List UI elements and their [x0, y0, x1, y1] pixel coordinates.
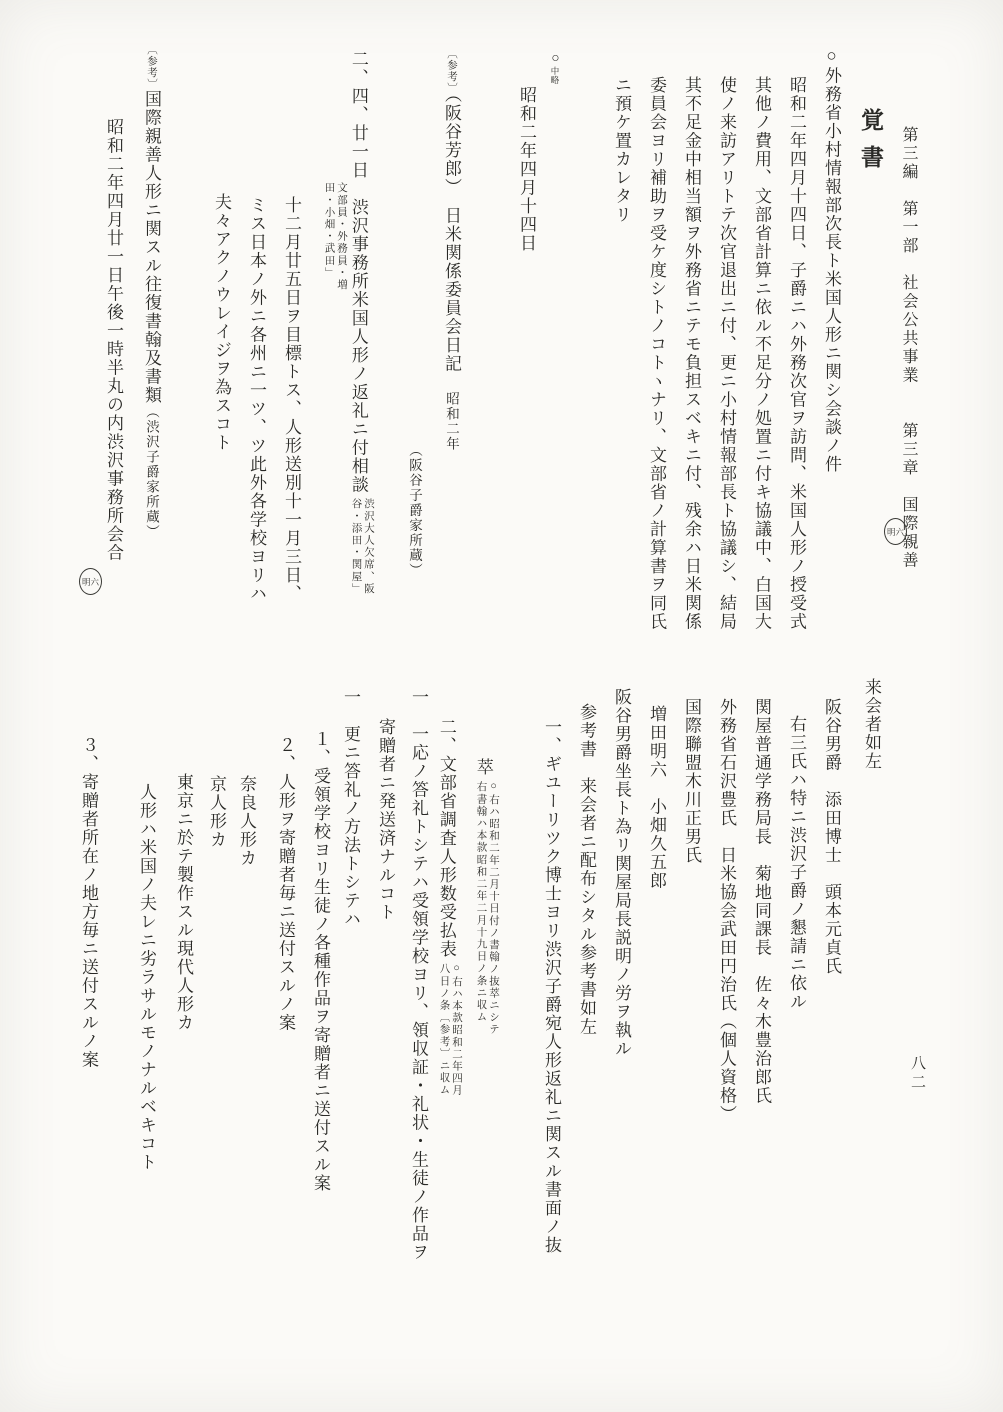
- meiroku-seal-stamp: 明六: [884, 518, 907, 545]
- text-run: 増田明六 小畑久五郎: [647, 705, 666, 890]
- attendee-line: [822, 698, 840, 976]
- text-run: 其他ノ費用、文部省計算ニ依ル不足分ノ処置ニ付キ協議中、白国大: [752, 76, 771, 631]
- text-run: 〔参考〕: [446, 48, 457, 94]
- body-line: [577, 703, 595, 1036]
- list-item: [311, 730, 329, 1193]
- inline-split-note: 渋沢大人欠席、阪 谷・添田・関屋」: [350, 498, 374, 595]
- list-item: [409, 688, 427, 1262]
- text-run: 使ノ来訪アリトテ次官退出ニ付、更ニ小村情報部長ト協議シ、結局: [717, 76, 736, 631]
- text-run: 一 更ニ答礼ノ方法トシテハ: [341, 688, 360, 929]
- body-line: [787, 715, 805, 1011]
- text-run: 二、四、廿一日 渋沢事務所米国人形ノ返礼ニ付相談: [348, 50, 368, 494]
- text-run: 昭和二年四月十四日: [517, 86, 536, 253]
- reference-title: [442, 48, 460, 452]
- source-note: [406, 443, 423, 578]
- text-run: ニ預ケ置カレタリ: [612, 76, 631, 224]
- text-run: 夫々アクノウレイジヲ為スコト: [212, 193, 231, 452]
- body-line: [647, 76, 665, 631]
- text-run: 昭和二年四月十四日、子爵ニハ外務次官ヲ訪問、米国人形ノ授受式: [787, 76, 806, 631]
- text-run: 昭和二年四月廿一日午後一時半丸の内渋沢事務所会合: [104, 118, 123, 562]
- text-run: 右三氏ハ特ニ渋沢子爵ノ懇請ニ依ル: [787, 715, 806, 1011]
- option-line: [174, 773, 192, 1032]
- text-run: 参考書 来会者ニ配布シタル参考書如左: [577, 703, 596, 1036]
- body-line: [212, 193, 230, 452]
- text-run: 京人形カ: [207, 775, 226, 849]
- reference-title: [142, 44, 160, 540]
- text-run: 来会者如左: [862, 678, 881, 771]
- text-run: 人形ハ米国ノ夫レニ劣ラサルモノナルベキコト: [137, 783, 156, 1172]
- inline-split-note: ○右ハ本款昭和二年四月 八日ノ条〔参考〕ニ収ム: [438, 962, 462, 1097]
- option-line: [237, 775, 255, 868]
- body-line: [282, 196, 300, 603]
- text-run: ３、寄贈者所在ノ地方毎ニ送付スルノ案: [79, 736, 98, 1069]
- text-run: 国際親善人形ニ関スル往復書翰及書類: [142, 90, 161, 405]
- list-item: [341, 688, 359, 929]
- entry-title: [822, 46, 840, 474]
- list-item: [542, 718, 560, 1255]
- text-run: 阪谷男爵坐長ト為リ関屋局長説明ノ労ヲ執ル: [612, 688, 631, 1058]
- text-run: ミス日本ノ外ニ各州ニ一ツ、ツ此外各学校ヨリハ: [247, 196, 266, 603]
- text-run: 外務省石沢豊氏 日米協会武田円治氏（個人資格）: [717, 698, 736, 1124]
- text-run: ○: [548, 50, 563, 67]
- text-run: 一、ギユーリツク博士ヨリ渋沢子爵宛人形返礼ニ関スル書面ノ抜: [542, 718, 561, 1255]
- text-run: （阪谷芳郎） 日米関係委員会日記: [442, 94, 461, 373]
- text-run: 寄贈者ニ発送済ナルコト: [376, 718, 395, 922]
- list-item: [436, 718, 462, 1098]
- text-run: 昭和二年: [444, 391, 459, 452]
- text-run: （渋沢子爵家所蔵）: [144, 404, 159, 540]
- list-item-continued: [473, 758, 499, 1037]
- text-run: 其不足金中相当額ヲ外務省ニテモ負担スベキニ付、残余ハ日米関係: [682, 76, 701, 631]
- text-run: １、受領学校ヨリ生徒ノ各種作品ヲ寄贈者ニ送付スル案: [311, 730, 330, 1193]
- option-line: [207, 775, 225, 849]
- text-run: 第三編 第一部 社会公共事業 第三章 国際親善: [900, 126, 917, 570]
- diary-entry: [348, 50, 374, 597]
- meiroku-seal-stamp: 明六: [79, 568, 102, 595]
- text-run: 阪谷男爵 添田博士 頭本元貞氏: [822, 698, 841, 976]
- text-run: 二、文部省調査人形数受払表: [436, 718, 456, 959]
- text-run: 東京ニ於テ製作スル現代人形カ: [174, 773, 193, 1032]
- list-item: [276, 736, 294, 1032]
- text-run: 国際聯盟木川正男氏: [682, 698, 701, 865]
- body-line: [612, 688, 630, 1058]
- body-line: [137, 783, 155, 1172]
- date-line: [104, 118, 122, 562]
- omission-mark: [547, 50, 564, 85]
- inline-split-note: 文部員・外務員・増 田・小畑・武田」: [323, 182, 347, 291]
- text-run: 中略: [550, 66, 560, 85]
- attendee-line: [682, 698, 700, 865]
- body-line: [862, 678, 880, 771]
- attendee-line: [647, 705, 665, 890]
- text-run: 一 一応ノ答礼トシテハ受領学校ヨリ、領収証・礼状・生徒ノ作品ヲ: [409, 688, 428, 1262]
- attendee-line: [752, 698, 770, 1105]
- text-run: 奈良人形カ: [237, 775, 256, 868]
- text-run: （阪谷子爵家所蔵）: [407, 443, 422, 578]
- chapter-heading: [900, 126, 917, 570]
- list-item: [79, 736, 97, 1069]
- text-run: 十二月廿五日ヲ目標トス、人形送別十一月三日、: [282, 196, 301, 603]
- attendee-note: [322, 178, 347, 293]
- body-line: [376, 718, 394, 922]
- body-line: [787, 76, 805, 631]
- body-line: [247, 196, 265, 603]
- body-line: [717, 76, 735, 631]
- text-run: 委員会ヨリ補助ヲ受ケ度シトノコトヽナリ、文部省ノ計算書ヲ同氏: [647, 76, 666, 631]
- body-line: [752, 76, 770, 631]
- text-run: ○外務省小村情報部次長ト米国人形ニ関シ会談ノ件: [822, 46, 841, 474]
- text-run: 関屋普通学務局長 菊地同課長 佐々木豊治郎氏: [752, 698, 771, 1105]
- text-run: 〔参考〕: [146, 44, 157, 90]
- date-line: [517, 86, 535, 253]
- attendee-line: [717, 698, 735, 1124]
- body-line: [612, 76, 630, 224]
- text-run: [442, 373, 461, 392]
- body-line: [682, 76, 700, 631]
- memo-title: [857, 108, 882, 182]
- text-run: 覚書: [858, 108, 883, 182]
- text-run: ２、人形ヲ寄贈者毎ニ送付スルノ案: [276, 736, 295, 1032]
- inline-split-note: ○右ハ昭和二年二月十日付ノ書翰ノ抜萃ニシテ 右書翰ハ本款昭和二年二月十九日ノ条ニ収ム: [475, 780, 499, 1036]
- page-number: 八二: [909, 1055, 925, 1093]
- text-run: 萃: [473, 758, 493, 777]
